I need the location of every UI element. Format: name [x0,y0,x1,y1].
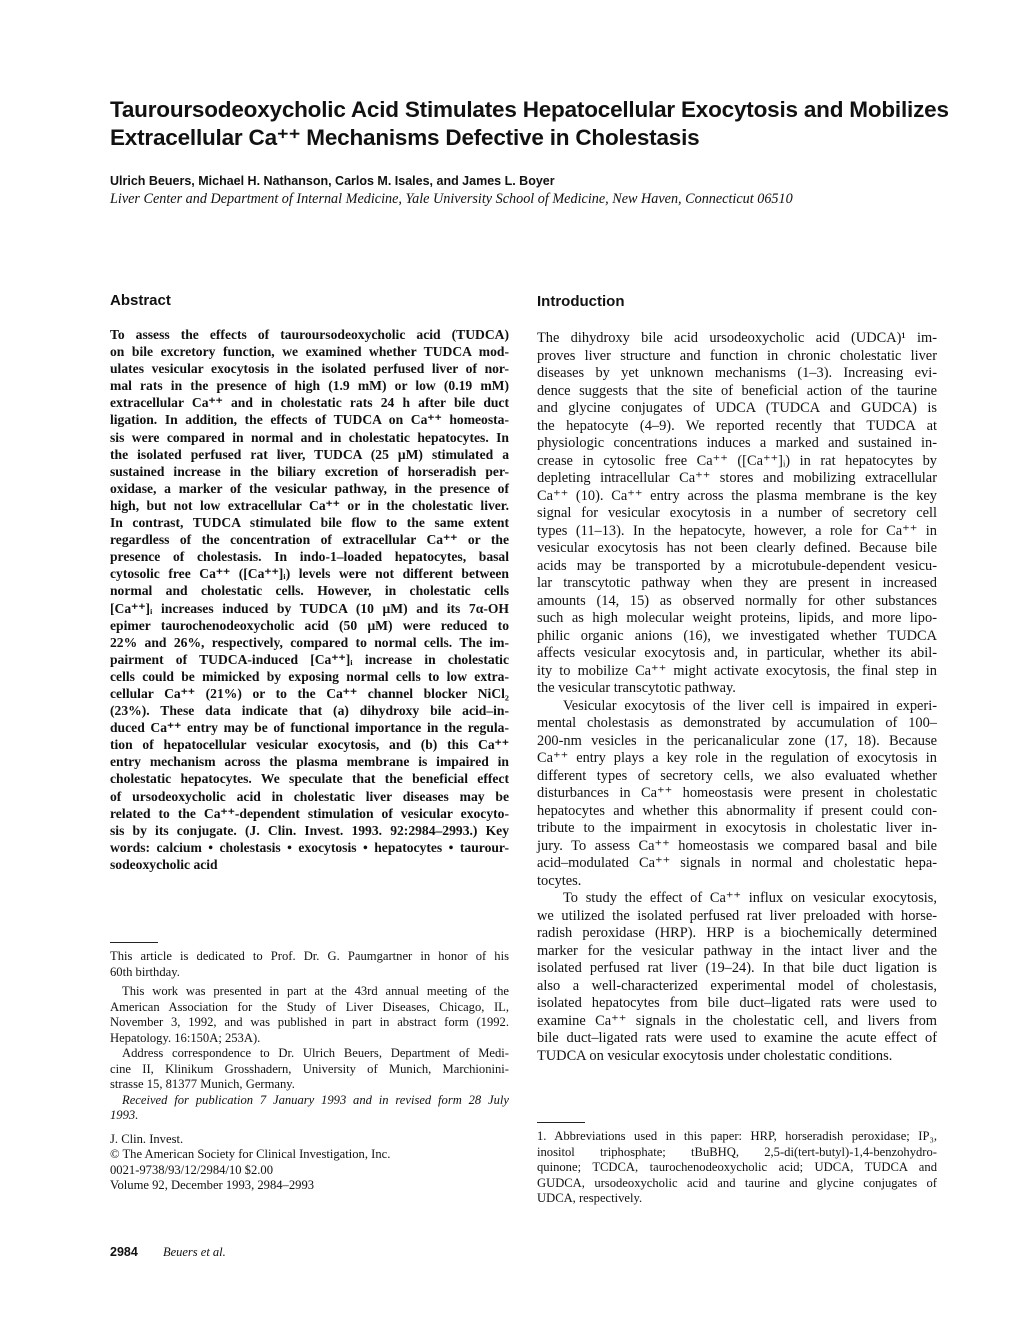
footnote-divider [110,942,158,943]
abstract-line: sodeoxycholic acid [110,856,218,872]
intro-line: TUDCA on vesicular exocytosis under cholestatic conditions. [537,1047,893,1064]
affiliation: Liver Center and Department of Internal Medicine, Yale University School of Medicine, New Haven, Connecticut 06510 [110,191,793,207]
author-list: Ulrich Beuers, Michael H. Nathanson, Carlos M. Isales, and James L. Boyer [110,174,555,188]
intro-line: philic organic anions (16), we investigated whether TUDCA [537,627,937,644]
intro-line: disturbances in Ca⁺⁺ homeostasis were present in cholestatic [537,785,937,801]
abstract-line: duced Ca⁺⁺ entry may be of functional importance in the regula- [110,720,509,736]
footnote-line: 1. Abbreviations used in this paper: HRP, horseradish peroxidase; IP₃, [537,1129,937,1143]
footnote-line: Received for publication 7 January 1993 and in revised form 28 July [122,1092,509,1107]
intro-line: mental cholestasis as demonstrated by accumulation of 100– [537,715,937,731]
abstract-line: To assess the effects of tauroursodeoxycholic acid (TUDCA) [110,327,509,342]
intro-line: different types of secretory cells, we also evaluated whether [537,767,937,784]
abstract-line: oxidase, a marker of the vesicular pathway, in the presence of [110,480,509,496]
abstract-line: mal rats in the presence of high (1.9 mM) or low (0.19 mM) [110,378,509,394]
abstract-heading: Abstract [110,292,171,309]
intro-line: depleting intracellular Ca⁺⁺ stores and mobilizing extracellular [537,470,937,486]
title-line: Extracellular Ca⁺⁺ Mechanisms Defective in Cholestasis [110,125,700,150]
intro-line: Ca⁺⁺ (10). Ca⁺⁺ entry across the plasma membrane is the key [537,487,937,504]
footnote-line: inositol triphosphate; tBuBHQ, 2,5-di(tert-butyl)-1,4-benzohydro- [537,1144,937,1159]
intro-line: acid–modulated Ca⁺⁺ signals in normal and cholestatic hepa- [537,855,937,871]
intro-line: also a well-characterized experimental model of cholestasis, [537,977,937,994]
footnote-line: 60th birthday. [110,964,180,979]
intro-line: The dihydroxy bile acid ursodeoxycholic acid (UDCA)¹ im- [537,330,937,346]
intro-line: signal for vesicular exocytosis in a number of secretory cell [537,505,937,521]
intro-line: crease in cytosolic free Ca⁺⁺ ([Ca⁺⁺]ᵢ) in rat hepatocytes by [537,452,937,469]
intro-line: hepatocytes and whether this abnormality if present could con- [537,802,937,819]
title-line: Tauroursodeoxycholic Acid Stimulates Hepatocellular Exocytosis and Mobilizes [110,97,949,122]
intro-line: To study the effect of Ca⁺⁺ influx on vesicular exocytosis, [563,890,937,906]
abstract-body [110,326,509,873]
abstract-line: words: calcium • cholestasis • exocytosis • hepatocytes • taurour- [110,839,509,855]
introduction-body [537,330,937,1065]
footnote-line: quinone; TCDCA, taurochenodeoxycholic acid; UDCA, TUDCA and [537,1160,937,1174]
intro-line: proves liver structure and function in chronic cholestatic liver [537,347,937,364]
intro-line: examine Ca⁺⁺ signals in the cholestatic cell, and livers from [537,1012,937,1029]
journal-info-line: © The American Society for Clinical Investigation, Inc. [110,1147,391,1161]
footnote-line: This work was presented in part at the 43rd annual meeting of the [122,984,509,998]
intro-line: affects vesicular exocytosis and, in particular, whether its abil- [537,645,937,661]
page-number: 2984 [110,1245,138,1259]
intro-line: marker for the vesicular pathway in the intact liver and the [537,942,937,959]
abstract-line: In contrast, TUDCA stimulated bile flow to the same extent [110,515,509,531]
abstract-line: on bile excretory function, we examined whether TUDCA mod- [110,344,509,360]
abstract-line: cytosolic free Ca⁺⁺ ([Ca⁺⁺]ᵢ) levels were not different between [110,566,509,582]
journal-info-line: 0021-9738/93/12/2984/10 $2.00 [110,1162,274,1177]
intro-line: lar transcytotic pathway when they are present in increased [537,575,937,591]
footnote-line: strasse 15, 81377 Munich, Germany. [110,1077,295,1091]
footnote-line: Hepatology. 16:150A; 253A). [110,1030,261,1045]
spacer [110,1124,509,1132]
introduction-heading: Introduction [537,293,625,310]
footnote-line: 1993. [110,1108,139,1122]
intro-line: the vesicular transcytotic pathway. [537,680,736,696]
running-author: Beuers et al. [162,1245,226,1259]
footnote-line: This article is dedicated to Prof. Dr. G. Paumgartner in honor of his [110,949,509,963]
abstract-line: [Ca⁺⁺]ᵢ increases induced by TUDCA (10 μM) and its 7α-OH [110,600,509,616]
intro-line: we utilized the isolated perfused rat liver preloaded with horse- [537,907,937,924]
intro-line: isolated hepatocytes from bile duct–ligated rats were used to [537,995,937,1011]
page-footer [110,1245,226,1260]
footnote-divider [537,1122,585,1123]
intro-line: such as high molecular weight proteins, lipids, and more lipo- [537,610,937,626]
footnote-line: GUDCA, ursodeoxycholic acid and taurine and glycine conjugates of [537,1175,937,1190]
abstract-line: related to the Ca⁺⁺-dependent stimulation of vesicular exocyto- [110,805,509,821]
abstract-line: the isolated perfused rat liver, TUDCA (25 μM) stimulated a [110,446,509,462]
abstract-line: normal and cholestatic cells. However, in cholestatic cells [110,583,509,599]
abstract-line: extracellular Ca⁺⁺ and in cholestatic rats 24 h after bile duct [110,395,509,411]
abstract-line: sustained increase in the biliary excretion of horseradish per- [110,463,509,479]
footnote-line: cine II, Klinikum Grosshadern, University of Munich, Marchionini- [110,1061,509,1076]
left-footnotes [110,949,509,1194]
abstract-line: sis by its conjugate. (J. Clin. Invest. 1993. 92:2984–2993.) Key [110,822,509,838]
intro-line: radish peroxidase (HRP). HRP is a biochemically determined [537,925,937,941]
abbreviations-footnote [537,1129,937,1207]
intro-line: dence suggests that the site of beneficial action of the taurine [537,382,937,399]
intro-line: physiologic concentrations induces a marked and sustained in- [537,435,937,451]
intro-line: ity to mobilize Ca⁺⁺ might activate exocytosis, the final step in [537,662,937,679]
intro-line: Vesicular exocytosis of the liver cell is impaired in experi- [563,697,937,714]
abstract-line: 22% and 26%, respectively, compared to normal cells. The im- [110,634,509,650]
journal-info-line: J. Clin. Invest. [110,1131,184,1146]
article-title [110,96,970,152]
abstract-line: presence of cholestasis. In indo-1–loaded hepatocytes, basal [110,549,509,565]
intro-line: and glycine conjugates of UDCA (TUDCA and GUDCA) is [537,400,937,416]
footnote-line: UDCA, respectively. [537,1191,643,1205]
intro-line: tribute to the impairment in exocytosis in cholestatic liver in- [537,820,937,836]
abstract-line: entry mechanism across the plasma membrane is impaired in [110,754,509,770]
abstract-line: ligation. In addition, the effects of TUDCA on Ca⁺⁺ homeosta- [110,412,509,428]
intro-line: tocytes. [537,872,582,889]
intro-line: types (11–13). In the hepatocyte, however, a role for Ca⁺⁺ in [537,522,937,539]
abstract-line: of ursodeoxycholic acid in cholestatic liver diseases may be [110,788,509,804]
intro-line: Ca⁺⁺ entry plays a key role in the regulation of exocytosis in [537,750,937,766]
intro-line: 200-nm vesicles in the pericanalicular zone (17, 18). Because [537,732,937,749]
intro-line: isolated perfused rat liver (19–24). In that bile duct ligation is [537,960,937,976]
abstract-line: tion of hepatocellular vesicular exocytosis, and (b) this Ca⁺⁺ [110,737,509,753]
footnote-line: November 3, 1992, and was published in part in abstract form (1992. [110,1015,509,1029]
abstract-line: ulates vesicular exocytosis in the isolated perfused liver of nor- [110,361,509,377]
footnote-line: American Association for the Study of Liver Diseases, Chicago, IL, [110,999,509,1014]
abstract-line: high, but not low extracellular Ca⁺⁺ or in the cholestatic liver. [110,497,509,513]
abstract-line: sis were compared in normal and in cholestatic hepatocytes. In [110,429,509,445]
abstract-line: cells could be mimicked by exposing normal cells to low extra- [110,668,509,684]
intro-line: acids may be transported by a microtubule-dependent vesicu- [537,557,937,574]
intro-line: jury. To assess Ca⁺⁺ homeostasis we compared basal and bile [537,837,937,854]
intro-line: diseases by yet unknown mechanisms (1–3). Increasing evi- [537,365,937,381]
abstract-line: pairment of TUDCA-induced [Ca⁺⁺]ᵢ increase in cholestatic [110,651,509,667]
footnote-line: Address correspondence to Dr. Ulrich Beuers, Department of Medi- [122,1046,509,1060]
abstract-line: epimer taurochenodeoxycholic acid (50 μM) were reduced to [110,617,509,633]
abstract-line: (23%). These data indicate that (a) dihydroxy bile acid–in- [110,703,509,719]
intro-line: amounts (14, 15) as observed normally for other substances [537,592,937,609]
intro-line: the hepatocyte (4–9). We reported recently that TUDCA at [537,417,937,434]
intro-line: bile duct–ligated rats were used to examine the acute effect of [537,1030,937,1046]
journal-info-line: Volume 92, December 1993, 2984–2993 [110,1178,315,1192]
abstract-line: cholestatic hepatocytes. We speculate that the beneficial effect [110,771,509,787]
abstract-line: regardless of the concentration of extracellular Ca⁺⁺ or the [110,532,509,548]
intro-line: vesicular exocytosis has not been clearly defined. Because bile [537,540,937,556]
abstract-line: cellular Ca⁺⁺ (21%) or to the Ca⁺⁺ channel blocker NiCl₂ [110,685,509,701]
